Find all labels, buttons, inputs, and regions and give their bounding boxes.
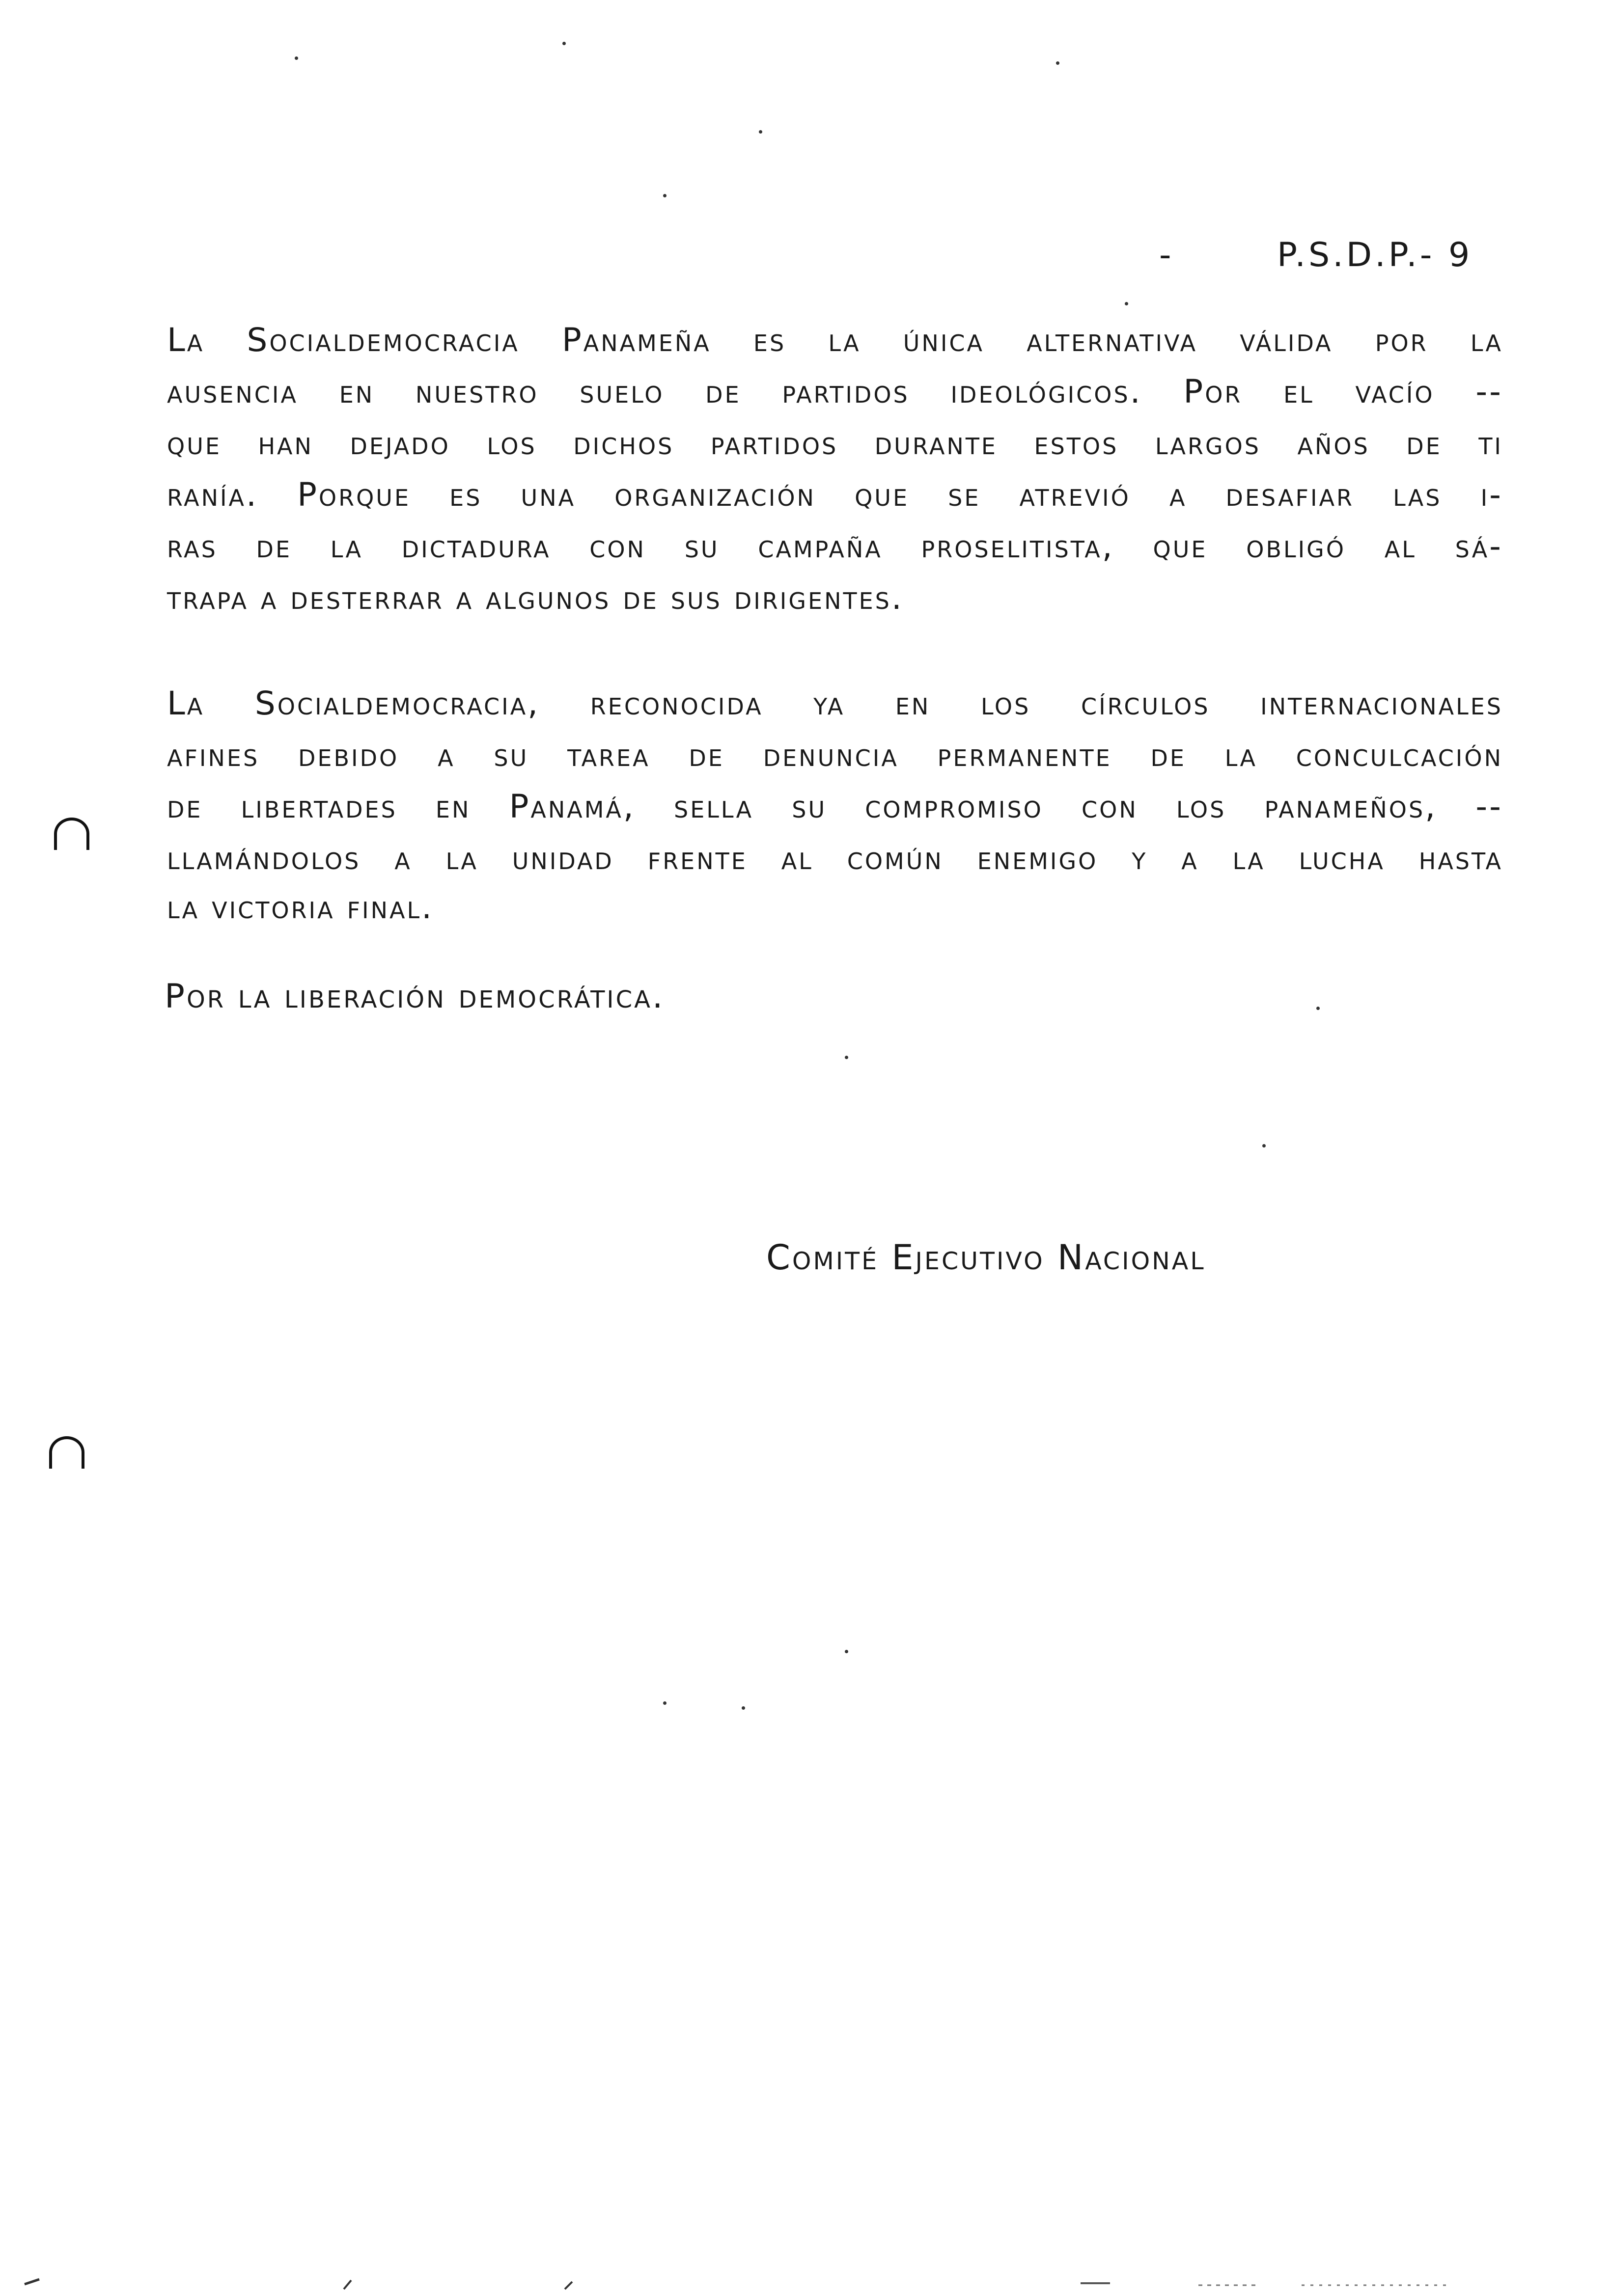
punch-hole-mark: [49, 1436, 84, 1469]
scan-speck: [1262, 1144, 1266, 1148]
punch-hole-mark: [54, 818, 89, 850]
scan-speck: [295, 56, 298, 60]
signature-block: Comité Ejecutivo Nacional: [766, 1237, 1206, 1278]
paragraph-line: la victoria final.: [167, 888, 434, 926]
scan-speck: [845, 1056, 848, 1059]
scan-speck: [1056, 61, 1059, 65]
paragraph-line: ranía. Porque es una organización que se atrevió a desafiar las i-: [167, 476, 1503, 514]
paragraph-line: que han dejado los dichos partidos durante estos largos años de ti: [167, 424, 1503, 462]
scan-speck: [562, 42, 566, 45]
paragraph-line: llamándolos a la unidad frente al común enemigo y a la lucha hasta: [167, 839, 1503, 877]
paragraph-line: trapa a desterrar a algunos de sus dirigentes.: [167, 579, 904, 617]
scan-edge-noise: [0, 2274, 1611, 2294]
page-reference: P.S.D.P.- 9: [1277, 236, 1473, 274]
paragraph-line: ausencia en nuestro suelo de partidos ideológicos. Por el vacío --: [167, 373, 1503, 410]
paragraph-line: La Socialdemocracia, reconocida ya en los círculos internacionales: [167, 684, 1503, 722]
paragraph-line: afines debido a su tarea de denuncia permanente de la conculcación: [167, 736, 1503, 774]
paragraph-line: ras de la dictadura con su campaña proselitista, que obligó al sá-: [167, 527, 1503, 565]
paragraph-line: La Socialdemocracia Panameña es la única alternativa válida por la: [167, 321, 1503, 359]
scan-speck: [1316, 1007, 1320, 1010]
scan-speck: [742, 1706, 745, 1710]
header-dash: -: [1159, 236, 1171, 274]
scan-speck: [663, 1701, 667, 1705]
scan-speck: [759, 130, 762, 134]
scan-speck: [845, 1650, 848, 1653]
closing-line: Por la liberación democrática.: [165, 977, 665, 1016]
scan-speck: [663, 194, 667, 197]
paragraph-line: de libertades en Panamá, sella su compromiso con los panameños, --: [167, 788, 1503, 825]
scan-speck: [1125, 302, 1128, 305]
